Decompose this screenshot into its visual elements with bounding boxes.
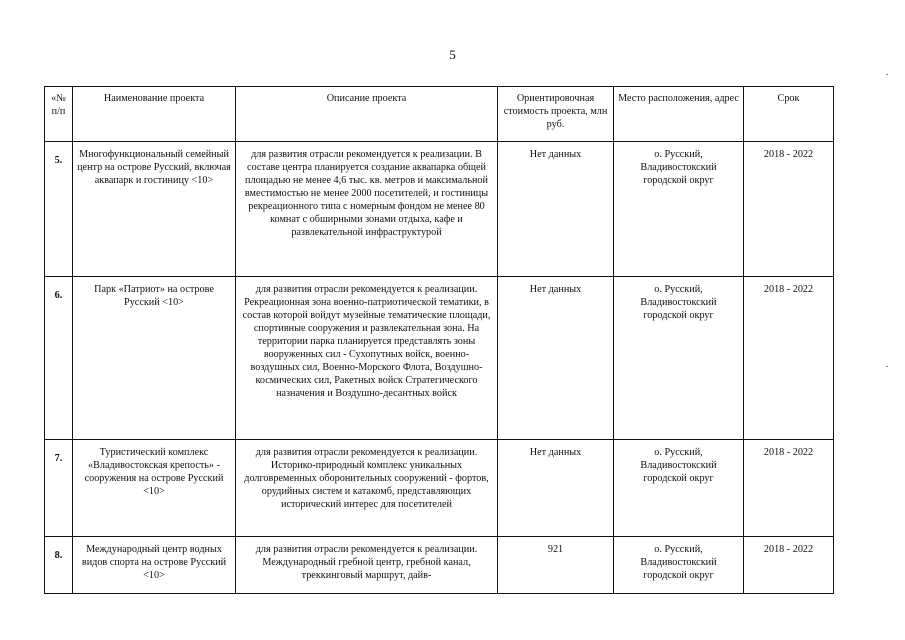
header-name: Наименование проекта <box>73 87 236 142</box>
project-place: о. Русский, Владивостокский городской округ <box>614 440 744 537</box>
header-description: Описание проекта <box>236 87 498 142</box>
project-place: о. Русский, Владивостокский городской округ <box>614 537 744 594</box>
project-term: 2018 - 2022 <box>744 440 834 537</box>
project-cost: 921 <box>498 537 614 594</box>
scan-speck <box>886 366 888 367</box>
table-row <box>45 142 834 277</box>
table-row <box>45 537 834 594</box>
table-header-row <box>45 87 834 142</box>
row-number: 6. <box>45 277 73 440</box>
project-term: 2018 - 2022 <box>744 537 834 594</box>
project-name: Международный центр водных видов спорта на острове Русский <10> <box>73 537 236 594</box>
project-cost: Нет данных <box>498 277 614 440</box>
project-name: Многофункциональный семейный центр на острове Русский, включая аквапарк и гостиницу <10> <box>73 142 236 277</box>
project-place: о. Русский, Владивостокский городской округ <box>614 277 744 440</box>
row-number: 7. <box>45 440 73 537</box>
header-place: Место расположения, адрес <box>614 87 744 142</box>
project-name: Туристический комплекс «Владивостокская крепость» - сооружения на острове Русский <10> <box>73 440 236 537</box>
project-term: 2018 - 2022 <box>744 277 834 440</box>
project-term: 2018 - 2022 <box>744 142 834 277</box>
project-description: для развития отрасли рекомендуется к реализации. Рекреационная зона военно-патриотической тематики, в состав которой войдут музейные тематические площади, спортивные сооружения и развлекательная зона. На территории парка планируется представлять зоны вооруженных сил - Сухопутных войск, военно-воздушных сил, Военно-Морского Флота, Воздушно-космических сил, Ракетных войск Стратегического назначения и Воздушно-десантных войск <box>236 277 498 440</box>
header-num: «№ п/п <box>45 87 73 142</box>
project-cost: Нет данных <box>498 440 614 537</box>
projects-table <box>44 86 834 594</box>
project-description: для развития отрасли рекомендуется к реализации. В составе центра планируется создание аквапарка общей площадью не менее 4,6 тыс. кв. метров и максимальной вместимостью не менее 2000 посетителей, и гостиницы рекреационного типа с номерным фондом не менее 80 комнат с обширными зонами отдыха, кафе и развлекательной инфраструктурой <box>236 142 498 277</box>
row-number: 5. <box>45 142 73 277</box>
project-name: Парк «Патриот» на острове Русский <10> <box>73 277 236 440</box>
table-row <box>45 440 834 537</box>
project-cost: Нет данных <box>498 142 614 277</box>
page-number: 5 <box>449 47 456 62</box>
header-term: Срок <box>744 87 834 142</box>
header-cost: Ориентировочная стоимость проекта, млн руб. <box>498 87 614 142</box>
project-place: о. Русский, Владивостокский городской округ <box>614 142 744 277</box>
table-row <box>45 277 834 440</box>
project-description: для развития отрасли рекомендуется к реализации. Международный гребной центр, гребной канал, треккинговый маршрут, дайв- <box>236 537 498 594</box>
project-description: для развития отрасли рекомендуется к реализации. Историко-природный комплекс уникальных долговременных оборонительных сооружений - фортов, орудийных систем и катакомб, представляющих исторический интерес для посетителей <box>236 440 498 537</box>
scan-speck <box>886 74 888 75</box>
row-number: 8. <box>45 537 73 594</box>
